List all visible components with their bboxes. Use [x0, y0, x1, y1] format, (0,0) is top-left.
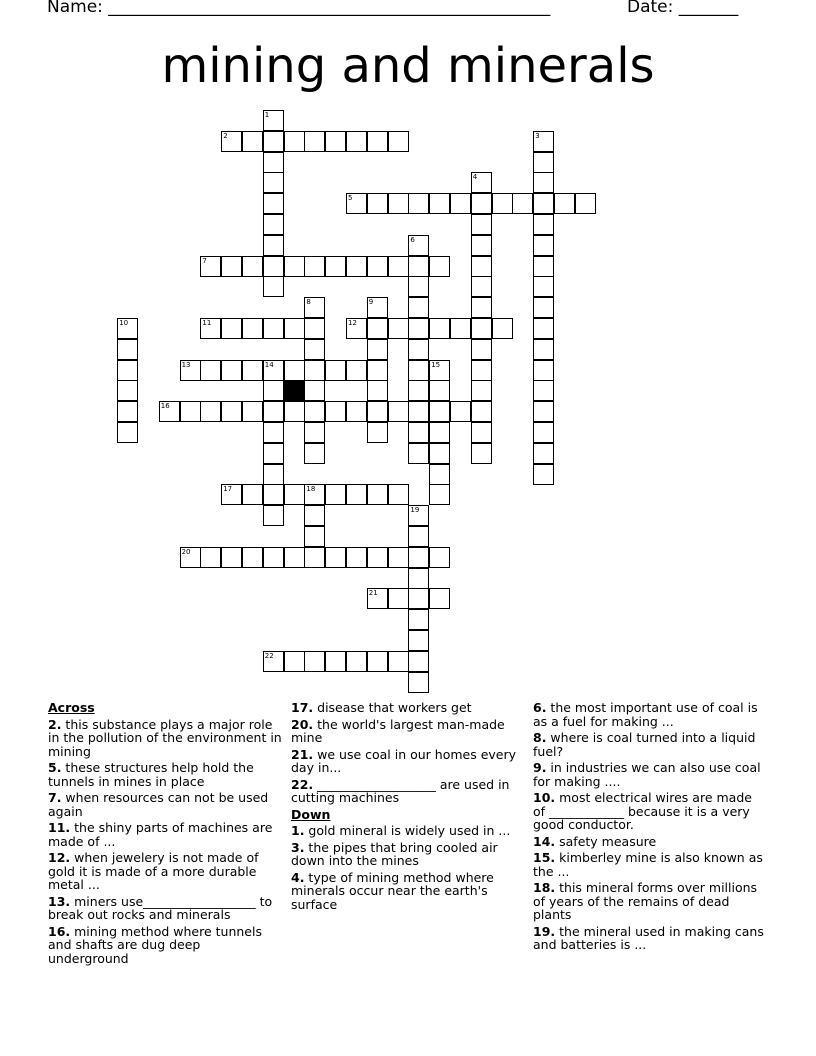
- crossword-cell[interactable]: [408, 568, 429, 589]
- clue-number: 17: [223, 485, 233, 494]
- clue-item-text: when resources can not be used again: [48, 790, 269, 819]
- crossword-cell[interactable]: [263, 401, 284, 422]
- crossword-cell[interactable]: [325, 131, 346, 152]
- clue-item-text: this mineral forms over millions of years of the remains of dead plants: [533, 880, 758, 922]
- crossword-cell[interactable]: [408, 360, 429, 381]
- crossword-cell[interactable]: [429, 464, 450, 485]
- clue-number: 8: [306, 298, 311, 307]
- crossword-cell[interactable]: [180, 547, 201, 568]
- crossword-cell[interactable]: [408, 256, 429, 277]
- clue-item-number: 11.: [48, 820, 71, 835]
- crossword-cell[interactable]: [200, 360, 221, 381]
- clue-number: 9: [368, 298, 374, 307]
- clue-number: 5: [348, 194, 353, 203]
- clue-item: [533, 881, 767, 922]
- crossword-cell[interactable]: [263, 380, 284, 401]
- clue-item-text: gold mineral is widely used in ...: [304, 823, 511, 838]
- clue-item-number: 19.: [533, 923, 556, 939]
- crossword-cell[interactable]: [367, 318, 388, 339]
- crossword-cell[interactable]: [471, 443, 492, 464]
- clue-item-text: the most important use of coal is as a fuel for making ...: [533, 700, 758, 729]
- crossword-cell[interactable]: [284, 318, 305, 339]
- crossword-cell[interactable]: [304, 256, 325, 277]
- clue-section-heading: Across: [48, 700, 95, 715]
- clue-number: 15: [431, 360, 441, 369]
- clue-number: 7: [202, 256, 207, 265]
- crossword-cell[interactable]: [533, 443, 554, 464]
- crossword-cell[interactable]: [242, 360, 263, 381]
- crossword-cell[interactable]: [221, 256, 242, 277]
- crossword-cell[interactable]: [346, 360, 367, 381]
- crossword-cell[interactable]: [471, 297, 492, 318]
- crossword-cell[interactable]: [408, 193, 429, 214]
- crossword-cell[interactable]: [346, 401, 367, 422]
- clue-item: [533, 761, 767, 788]
- crossword-cell[interactable]: [429, 422, 450, 443]
- clue-column-3: [533, 701, 767, 955]
- crossword-cell[interactable]: [492, 318, 513, 339]
- crossword-cell[interactable]: [117, 339, 138, 360]
- clue-item-number: 2.: [48, 716, 62, 732]
- clue-number: 20: [181, 547, 191, 556]
- crossword-cell[interactable]: [471, 256, 492, 277]
- clue-item-number: 7.: [48, 790, 62, 805]
- crossword-cell[interactable]: [367, 484, 388, 505]
- clue-item: [48, 895, 282, 922]
- clue-item: [291, 718, 525, 745]
- crossword-cell[interactable]: [263, 505, 284, 526]
- crossword-cell[interactable]: [221, 318, 242, 339]
- crossword-cell[interactable]: [533, 152, 554, 173]
- clue-number: 13: [181, 360, 191, 369]
- crossword-cell[interactable]: [388, 651, 409, 672]
- crossword-cell[interactable]: [408, 630, 429, 651]
- clue-item: [291, 748, 525, 775]
- crossword-cell[interactable]: [242, 318, 263, 339]
- crossword-cell[interactable]: [242, 131, 263, 152]
- crossword-cell[interactable]: [159, 401, 180, 422]
- clue-number: 6: [410, 235, 415, 244]
- clue-item: [533, 791, 767, 832]
- crossword-cell[interactable]: [429, 256, 450, 277]
- crossword-cell[interactable]: [263, 443, 284, 464]
- clue-item-number: 17.: [291, 700, 314, 715]
- crossword-cell[interactable]: [325, 401, 346, 422]
- clue-item: [533, 835, 767, 849]
- clue-item-number: 1.: [291, 823, 305, 838]
- crossword-cell[interactable]: [284, 651, 305, 672]
- clue-item-number: 22.: [291, 776, 314, 792]
- clue-item: [48, 718, 282, 759]
- crossword-cell[interactable]: [304, 401, 325, 422]
- crossword-cell[interactable]: [471, 380, 492, 401]
- crossword-cell[interactable]: [408, 297, 429, 318]
- clue-item: [533, 731, 767, 758]
- crossword-cell[interactable]: [263, 172, 284, 193]
- crossword-cell[interactable]: [346, 256, 367, 277]
- crossword-cell[interactable]: [263, 152, 284, 173]
- page-title: mining and minerals: [161, 38, 655, 94]
- crossword-cell[interactable]: [325, 547, 346, 568]
- crossword-cell[interactable]: [367, 547, 388, 568]
- crossword-cell[interactable]: [200, 256, 221, 277]
- crossword-cell[interactable]: [367, 256, 388, 277]
- crossword-cell[interactable]: [492, 193, 513, 214]
- crossword-cell[interactable]: [263, 651, 284, 672]
- crossword-cell[interactable]: [263, 360, 284, 381]
- crossword-cell[interactable]: [284, 360, 305, 381]
- clue-item-text: these structures help hold the tunnels in mines in place: [48, 760, 254, 789]
- crossword-cell[interactable]: [221, 401, 242, 422]
- crossword-cell[interactable]: [242, 256, 263, 277]
- clue-number: 10: [119, 319, 129, 327]
- clue-number: 14: [264, 360, 274, 369]
- crossword-cell[interactable]: [367, 588, 388, 609]
- crossword-cell[interactable]: [346, 318, 367, 339]
- crossword-cell[interactable]: [263, 110, 284, 131]
- crossword-cell[interactable]: [408, 380, 429, 401]
- crossword-cell[interactable]: [429, 318, 450, 339]
- crossword-cell[interactable]: [304, 547, 325, 568]
- crossword-cell[interactable]: [533, 276, 554, 297]
- clue-item-text: the shiny parts of machines are made of ...: [48, 820, 273, 849]
- crossword-cell[interactable]: [221, 547, 242, 568]
- crossword-cell[interactable]: [554, 193, 575, 214]
- crossword-cell[interactable]: [367, 131, 388, 152]
- crossword-cell[interactable]: [450, 401, 471, 422]
- clue-number: 1: [264, 111, 270, 119]
- clue-item: [48, 821, 282, 848]
- clue-item-text: we use coal in our homes every day in...: [291, 746, 517, 775]
- crossword-cell[interactable]: [388, 318, 409, 339]
- crossword-cell[interactable]: [367, 193, 388, 214]
- crossword-cell[interactable]: [221, 484, 242, 505]
- crossword-cell[interactable]: [242, 401, 263, 422]
- clue-number: 18: [306, 485, 316, 494]
- crossword-cell[interactable]: [242, 484, 263, 505]
- crossword-cell[interactable]: [367, 422, 388, 443]
- clue-item-number: 8.: [533, 730, 547, 745]
- crossword-cell[interactable]: [533, 318, 554, 339]
- clue-column-2: [291, 701, 525, 914]
- crossword-cell[interactable]: [408, 443, 429, 464]
- crossword-cell[interactable]: [325, 651, 346, 672]
- clue-number: 3: [535, 131, 540, 140]
- crossword-cell[interactable]: [471, 422, 492, 443]
- clue-item-text: mining method where tunnels and shafts are dug deep underground: [48, 923, 262, 966]
- crossword-cell[interactable]: [471, 214, 492, 235]
- clue-item: [48, 851, 282, 892]
- clue-item-text: the mineral used in making cans and batteries is ...: [533, 923, 764, 952]
- crossword-cell[interactable]: [408, 672, 429, 693]
- crossword-cell[interactable]: [346, 193, 367, 214]
- crossword-cell[interactable]: [408, 651, 429, 672]
- clue-item-text: in industries we can also use coal for making ....: [533, 760, 761, 789]
- crossword-cell[interactable]: [408, 505, 429, 526]
- crossword-cell[interactable]: [284, 547, 305, 568]
- crossword-cell[interactable]: [263, 547, 284, 568]
- crossword-cell[interactable]: [263, 464, 284, 485]
- crossword-cell[interactable]: [304, 422, 325, 443]
- crossword-cell[interactable]: [388, 131, 409, 152]
- crossword-cell[interactable]: [429, 401, 450, 422]
- clue-item: [48, 925, 282, 966]
- crossword-cell[interactable]: [471, 193, 492, 214]
- crossword-cell[interactable]: [533, 401, 554, 422]
- crossword-cell[interactable]: [304, 297, 325, 318]
- crossword-cell[interactable]: [263, 318, 284, 339]
- crossword-cell[interactable]: [367, 339, 388, 360]
- crossword-cell[interactable]: [117, 360, 138, 381]
- crossword-cell[interactable]: [533, 422, 554, 443]
- crossword-cell[interactable]: [263, 193, 284, 214]
- crossword-cell[interactable]: [533, 193, 554, 214]
- crossword-cell[interactable]: [408, 547, 429, 568]
- clue-item: [291, 824, 525, 838]
- crossword-cell[interactable]: [429, 547, 450, 568]
- crossword-cell[interactable]: [388, 588, 409, 609]
- clue-item: [291, 701, 525, 715]
- crossword-cell[interactable]: [304, 360, 325, 381]
- clue-item: [533, 925, 767, 952]
- clue-item-number: 4.: [291, 869, 305, 885]
- date-field-label: Date: _______: [627, 0, 739, 17]
- clue-item-number: 15.: [533, 850, 556, 865]
- clue-item-number: 12.: [48, 850, 71, 865]
- crossword-cell[interactable]: [533, 172, 554, 193]
- clue-number: 19: [410, 506, 420, 515]
- crossword-cell[interactable]: [408, 401, 429, 422]
- crossword-cell[interactable]: [325, 360, 346, 381]
- clue-item-number: 10.: [533, 790, 556, 805]
- crossword-cell[interactable]: [346, 484, 367, 505]
- crossword-cell[interactable]: [533, 464, 554, 485]
- crossword-cell[interactable]: [533, 380, 554, 401]
- crossword-cell[interactable]: [471, 172, 492, 193]
- crossword-cell[interactable]: [429, 193, 450, 214]
- blocked-cell: [284, 380, 305, 401]
- clue-item-text: the pipes that bring cooled air down into the mines: [291, 839, 498, 868]
- clue-column-1: [48, 701, 282, 968]
- clue-item-text: this substance plays a major role in the pollution of the environment in mining: [48, 716, 282, 759]
- crossword-cell[interactable]: [429, 484, 450, 505]
- crossword-cell[interactable]: [346, 651, 367, 672]
- clue-item-text: miners use__________________ to break out rocks and minerals: [48, 893, 273, 922]
- clue-item-number: 9.: [533, 760, 547, 775]
- crossword-cell[interactable]: [263, 256, 284, 277]
- crossword-cell[interactable]: [200, 547, 221, 568]
- clue-item-number: 14.: [533, 833, 556, 849]
- crossword-cell[interactable]: [471, 318, 492, 339]
- clue-number: 12: [348, 319, 357, 327]
- crossword-cell[interactable]: [180, 401, 201, 422]
- crossword-cell[interactable]: [429, 380, 450, 401]
- crossword-cell[interactable]: [471, 360, 492, 381]
- crossword-cell[interactable]: [263, 422, 284, 443]
- clue-item-number: 18.: [533, 880, 556, 895]
- clue-section-heading: Down: [291, 806, 331, 822]
- clue-item-text: most electrical wires are made of ____________ because it is a very good conductor.: [533, 790, 752, 832]
- clue-item-number: 16.: [48, 923, 71, 939]
- clue-item-number: 13.: [48, 893, 71, 909]
- crossword-cell[interactable]: [221, 131, 242, 152]
- crossword-cell[interactable]: [388, 193, 409, 214]
- crossword-cell[interactable]: [263, 131, 284, 152]
- name-field-label: Name: ____________________________________________________: [47, 0, 551, 17]
- clue-item-text: when jewelery is not made of gold it is made of a more durable metal ...: [48, 850, 259, 892]
- crossword-cell[interactable]: [367, 401, 388, 422]
- crossword-cell[interactable]: [408, 339, 429, 360]
- crossword-cell[interactable]: [429, 588, 450, 609]
- clue-item-text: ___________________ are used in cutting machines: [291, 776, 510, 805]
- clue-item-text: safety measure: [555, 833, 657, 849]
- crossword-cell[interactable]: [304, 380, 325, 401]
- crossword-cell[interactable]: [304, 318, 325, 339]
- crossword-cell[interactable]: [408, 235, 429, 256]
- clue-item-text: kimberley mine is also known as the ...: [533, 850, 763, 879]
- crossword-cell[interactable]: [284, 256, 305, 277]
- crossword-cell[interactable]: [533, 131, 554, 152]
- crossword-cell[interactable]: [263, 276, 284, 297]
- crossword-cell[interactable]: [429, 443, 450, 464]
- clue-item-number: 6.: [533, 700, 547, 715]
- crossword-cell[interactable]: [471, 276, 492, 297]
- crossword-cell[interactable]: [533, 235, 554, 256]
- clue-item-text: the world's largest man-made mine: [291, 716, 505, 745]
- crossword-cell[interactable]: [284, 401, 305, 422]
- clue-number: 16: [160, 402, 170, 411]
- crossword-cell[interactable]: [325, 484, 346, 505]
- crossword-cell[interactable]: [533, 339, 554, 360]
- crossword-cell[interactable]: [117, 318, 138, 339]
- crossword-cell[interactable]: [284, 131, 305, 152]
- crossword-cell[interactable]: [200, 318, 221, 339]
- crossword-cell[interactable]: [304, 651, 325, 672]
- crossword-cell[interactable]: [388, 547, 409, 568]
- crossword-cell[interactable]: [388, 256, 409, 277]
- crossword-cell[interactable]: [304, 526, 325, 547]
- crossword-cell[interactable]: [304, 131, 325, 152]
- crossword-cell[interactable]: [221, 360, 242, 381]
- crossword-cell[interactable]: [388, 401, 409, 422]
- crossword-cell[interactable]: [471, 235, 492, 256]
- crossword-cell[interactable]: [533, 214, 554, 235]
- crossword-cell[interactable]: [346, 547, 367, 568]
- clue-item-text: where is coal turned into a liquid fuel?: [533, 730, 756, 759]
- crossword-cell[interactable]: [367, 651, 388, 672]
- crossword-cell[interactable]: [471, 339, 492, 360]
- clue-number: 21: [368, 589, 378, 598]
- clue-number: 4: [472, 173, 478, 182]
- clue-item: [48, 791, 282, 818]
- clue-item-text: disease that workers get: [313, 700, 472, 715]
- clue-item: [291, 841, 525, 868]
- crossword-cell[interactable]: [117, 422, 138, 443]
- crossword-cell[interactable]: [533, 256, 554, 277]
- crossword-cell[interactable]: [575, 193, 596, 214]
- crossword-cell[interactable]: [180, 360, 201, 381]
- crossword-cell[interactable]: [388, 484, 409, 505]
- clue-item-number: 3.: [291, 839, 305, 855]
- clue-item: [291, 871, 525, 912]
- crossword-cell[interactable]: [242, 547, 263, 568]
- crossword-cell[interactable]: [429, 360, 450, 381]
- crossword-cell[interactable]: [408, 422, 429, 443]
- clue-item: [533, 701, 767, 728]
- crossword-cell[interactable]: [304, 443, 325, 464]
- clue-number: 22: [264, 651, 274, 660]
- crossword-cell[interactable]: [117, 380, 138, 401]
- clue-item: [291, 778, 525, 805]
- crossword-cell[interactable]: [200, 401, 221, 422]
- crossword-cell[interactable]: [408, 276, 429, 297]
- crossword-cell[interactable]: [263, 235, 284, 256]
- crossword-cell[interactable]: [471, 401, 492, 422]
- crossword-cell[interactable]: [512, 193, 533, 214]
- crossword-cell[interactable]: [450, 318, 471, 339]
- clue-number: 2: [223, 131, 228, 140]
- crossword-cell[interactable]: [367, 360, 388, 381]
- clue-item-text: type of mining method where minerals occur near the earth's surface: [291, 869, 494, 912]
- crossword-cell[interactable]: [408, 588, 429, 609]
- crossword-cell[interactable]: [263, 484, 284, 505]
- crossword-cell[interactable]: [450, 193, 471, 214]
- clue-item-number: 20.: [291, 716, 314, 732]
- crossword-cell[interactable]: [284, 484, 305, 505]
- crossword-cell[interactable]: [533, 360, 554, 381]
- crossword-cell[interactable]: [304, 339, 325, 360]
- clue-item: [533, 851, 767, 878]
- crossword-cell[interactable]: [367, 297, 388, 318]
- crossword-cell[interactable]: [117, 401, 138, 422]
- clue-number: 11: [202, 319, 212, 327]
- crossword-cell[interactable]: [408, 526, 429, 547]
- crossword-cell[interactable]: [533, 297, 554, 318]
- crossword-cell[interactable]: [263, 214, 284, 235]
- clue-item-number: 5.: [48, 760, 62, 775]
- crossword-cell[interactable]: [325, 256, 346, 277]
- crossword-cell[interactable]: [408, 318, 429, 339]
- crossword-cell[interactable]: [304, 484, 325, 505]
- crossword-cell[interactable]: [367, 380, 388, 401]
- clue-item-number: 21.: [291, 746, 314, 762]
- crossword-cell[interactable]: [304, 505, 325, 526]
- crossword-cell[interactable]: [346, 131, 367, 152]
- clue-item: [48, 761, 282, 788]
- crossword-cell[interactable]: [408, 609, 429, 630]
